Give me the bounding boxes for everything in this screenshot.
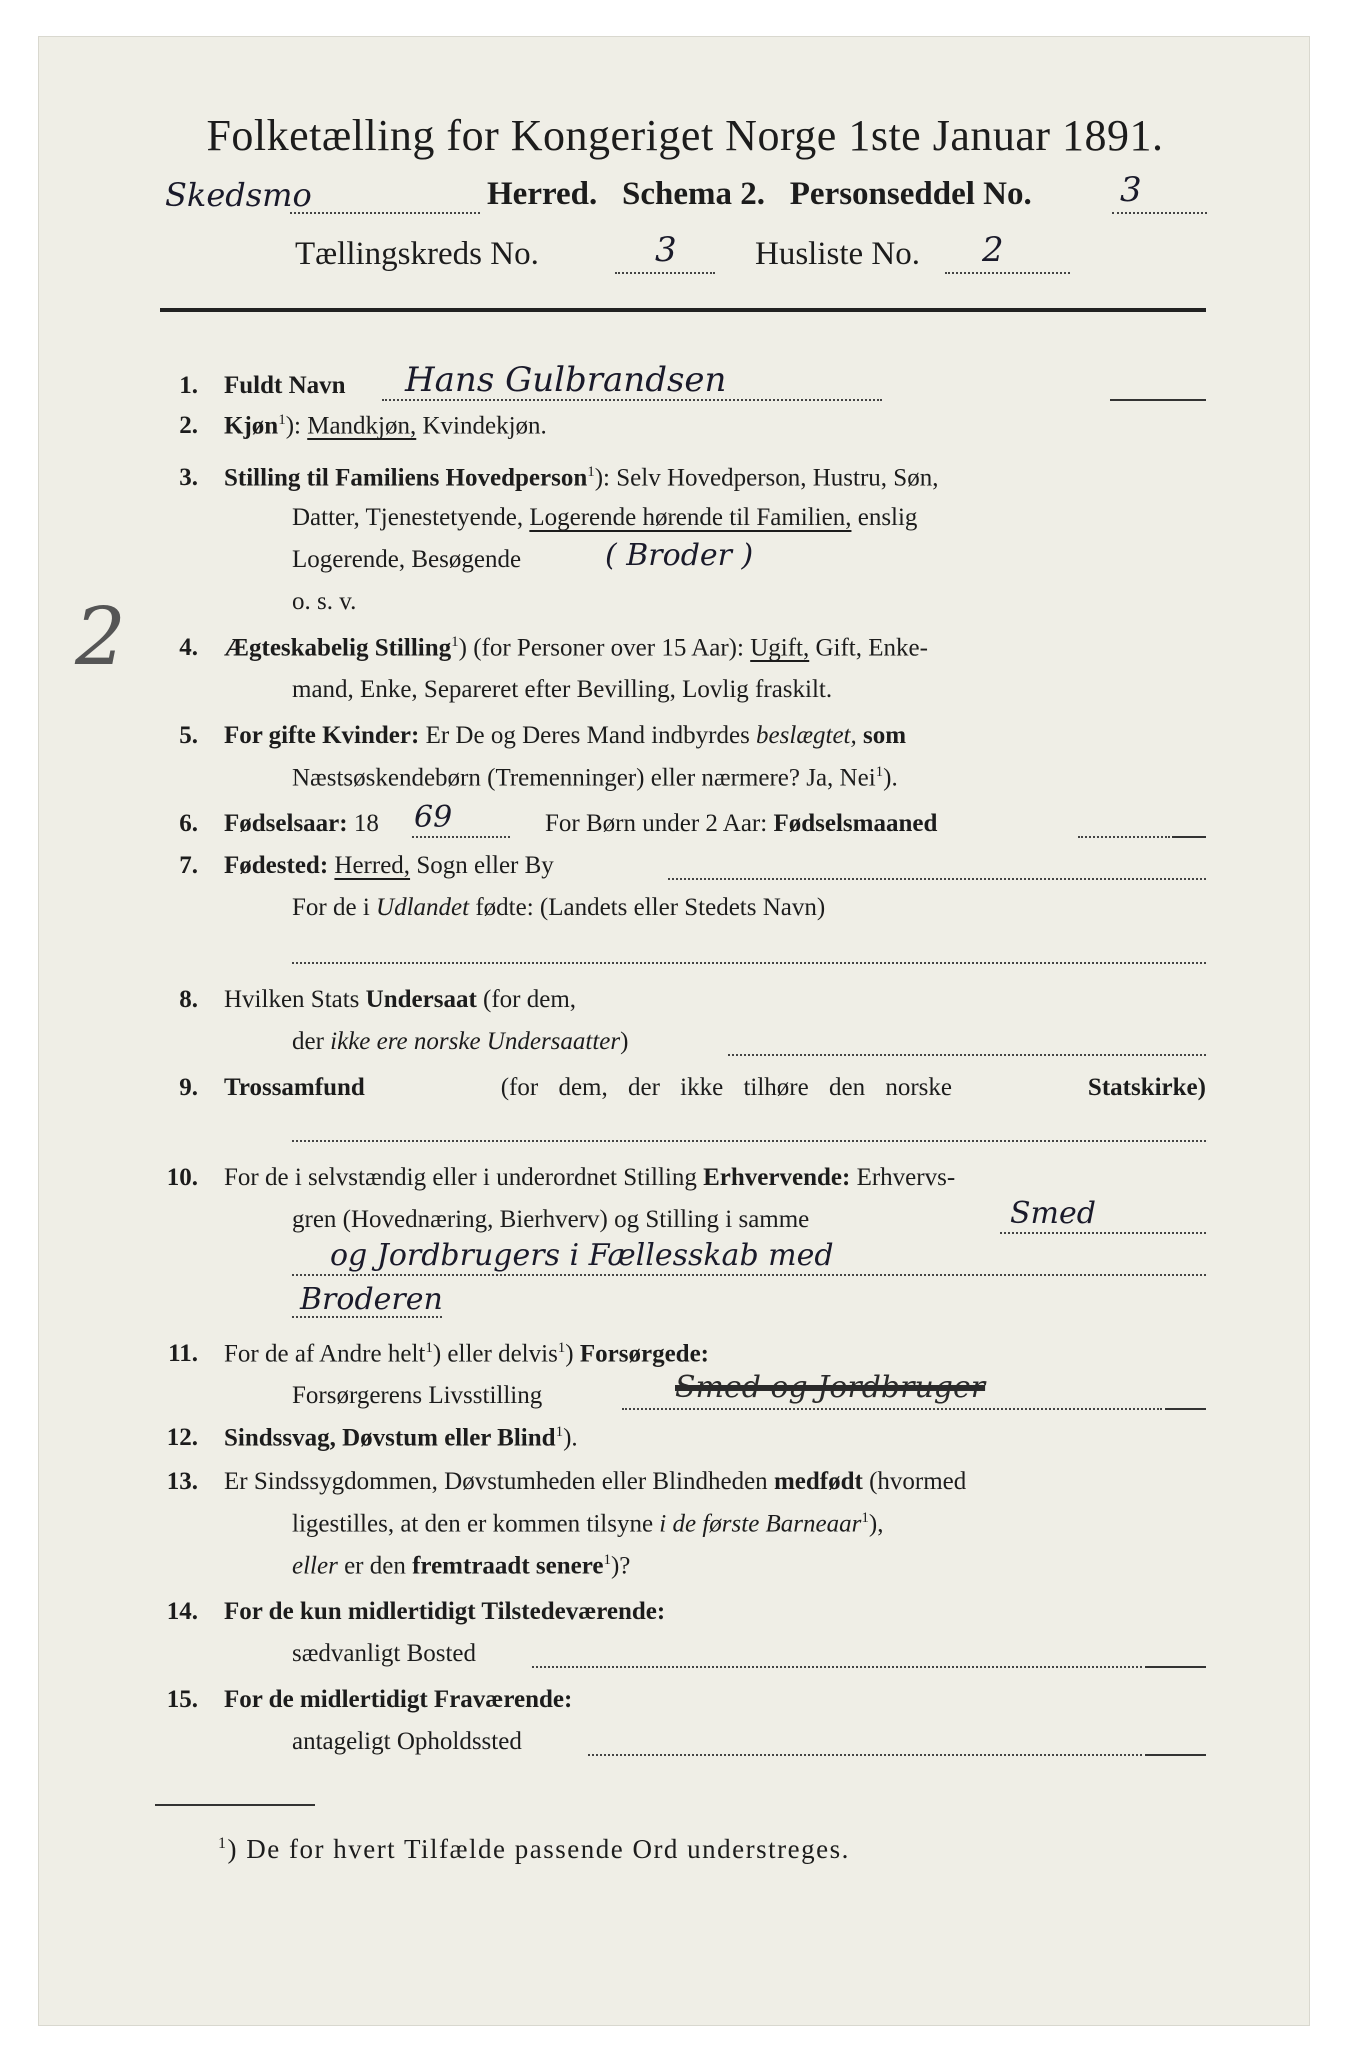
q6-prefix: 18 <box>353 810 379 837</box>
q3-line2-a: Datter, Tjenestetyende, <box>292 504 524 531</box>
q13-line3-a: er den <box>344 1552 406 1580</box>
q4-line1-end: Gift, Enke- <box>815 634 928 662</box>
husliste-label: Husliste No. <box>755 236 920 272</box>
personseddel-number: 3 <box>1120 170 1142 210</box>
q5-line2-end: ). <box>883 764 898 792</box>
q3-line1-rest: ): Selv Hovedperson, Hustru, Søn, <box>594 464 939 492</box>
q6-rest: For Børn under 2 Aar: <box>545 810 768 837</box>
q7-rest: Sogn eller By <box>416 852 554 879</box>
q11-line1-a: For de af Andre helt <box>224 1340 426 1368</box>
q9-number: 9. <box>179 1074 198 1101</box>
kreds-number: 3 <box>655 230 677 270</box>
margin-mark: 2 <box>75 590 126 683</box>
footnote-marker: 1 <box>218 1835 228 1852</box>
q5-label: For gifte Kvinder: <box>224 722 420 749</box>
q14-endline <box>1145 1666 1206 1668</box>
schema-label: Schema 2. <box>622 176 766 212</box>
husliste-number: 2 <box>982 230 1004 270</box>
q4-selected: Ugift, <box>750 634 810 662</box>
q5-italic: beslægtet, <box>756 722 857 749</box>
q15-line2: antageligt Opholdssted <box>292 1728 522 1755</box>
q8-line2-a: der <box>292 1028 324 1055</box>
personseddel-label: Personseddel No. <box>789 176 1032 212</box>
q6-number: 6. <box>179 810 198 837</box>
q3-line3: Logerende, Besøgende <box>292 546 522 573</box>
q10-line4-dots <box>292 1316 442 1318</box>
q6-rest-bold: Fødselsmaaned <box>773 810 938 837</box>
q7-line2-b: fødte: (Landets eller Stedets Navn) <box>475 894 826 921</box>
q3-line4: o. s. v. <box>292 588 357 615</box>
q11-endline <box>1165 1408 1206 1410</box>
q1-label: Fuldt Navn <box>224 372 346 399</box>
q10-line4-hw: Broderen <box>300 1282 443 1317</box>
q7-line2-a: For de i <box>292 894 370 921</box>
form-title: Folketælling for Kongeriget Norge 1ste Januar 1891. <box>206 111 1164 160</box>
q9-end: Statskirke) <box>1087 1074 1206 1101</box>
header-rule <box>160 308 1206 312</box>
q10-line1-bold: Erhvervende: <box>703 1164 851 1191</box>
footnote-text: ) De for hvert Tilfælde passende Ord understreges. <box>227 1834 850 1864</box>
q13-line3-end: )? <box>610 1552 631 1580</box>
q4-line2: mand, Enke, Separeret efter Bevilling, Lovlig fraskilt. <box>292 676 833 703</box>
q3-handwritten: ( Broder ) <box>605 538 754 573</box>
q12-end: ). <box>563 1424 578 1452</box>
q4-number: 4. <box>179 634 198 661</box>
q4-label: Ægteskabelig Stilling <box>224 634 452 662</box>
q15-line1: For de midlertidigt Fraværende: <box>224 1686 573 1713</box>
q14-number: 14. <box>166 1598 198 1625</box>
kreds-dots <box>615 272 715 274</box>
q6-year-dots <box>412 836 510 838</box>
kreds-label: Tællingskreds No. <box>295 236 539 272</box>
q1-number: 1. <box>179 372 198 399</box>
q9-dots <box>292 1140 1206 1142</box>
husliste-dots <box>945 272 1070 274</box>
q15-number: 15. <box>166 1686 198 1713</box>
q8-number: 8. <box>179 986 198 1013</box>
q7-dots <box>668 878 1206 880</box>
q14-line2: sædvanligt Bosted <box>292 1640 477 1667</box>
q12-label: Sindssvag, Døvstum eller Blind <box>224 1424 556 1452</box>
q11-line1-bold: Forsørgede: <box>579 1340 709 1368</box>
q13-line1-a: Er Sindssygdommen, Døvstumheden eller Blindheden <box>224 1468 768 1495</box>
q10-line1-end: Erhvervs- <box>856 1164 956 1191</box>
q10-line1-a: For de i selvstændig eller i underordnet Stilling <box>224 1164 697 1191</box>
q10-occupation: Smed <box>1010 1196 1096 1231</box>
q8-line1-bold: Undersaat <box>365 986 477 1013</box>
q5-line1-rest: Er De og Deres Mand indbyrdes <box>425 722 750 749</box>
herred-handwritten: Skedsmo <box>165 176 312 214</box>
q13-line1-bold: medfødt <box>773 1468 863 1495</box>
q10-line3-dots <box>292 1274 1206 1276</box>
q7-selected: Herred, <box>334 852 411 879</box>
q3-number: 3. <box>179 464 198 491</box>
q13-line2-end: ), <box>868 1510 884 1538</box>
q6-endline <box>1172 836 1206 838</box>
q13-line3-bold: fremtraadt senere <box>412 1552 604 1580</box>
footnote-rule <box>155 1804 315 1806</box>
q10-line2-dots <box>1000 1232 1206 1234</box>
herred-dots <box>290 212 480 214</box>
q11-line2: Forsørgerens Livsstilling <box>292 1382 543 1409</box>
q3-label: Stilling til Familiens Hovedperson <box>224 464 588 492</box>
q2-selected: Mandkjøn, <box>307 412 417 440</box>
q5-number: 5. <box>179 722 198 749</box>
q14-dots <box>532 1666 1142 1668</box>
herred-line <box>165 176 312 215</box>
q4-line1-rest: ) (for Personer over 15 Aar): <box>458 634 744 662</box>
q1-answer: Hans Gulbrandsen <box>405 360 727 400</box>
q8-line2-italic: ikke ere norske Undersaatter <box>330 1028 621 1055</box>
q8-dots <box>728 1054 1206 1056</box>
q7-line2-italic: Udlandet <box>376 894 470 921</box>
q8-line1-a: Hvilken Stats <box>224 986 360 1013</box>
personseddel-dots <box>1112 212 1207 214</box>
q5-line2: Næstsøskendebørn (Tremenninger) eller nærmere? Ja, Nei <box>292 764 876 792</box>
q7-label: Fødested: <box>224 852 329 879</box>
q9-label: Trossamfund <box>224 1074 365 1101</box>
q2-footnote-ref: 1 <box>278 412 286 428</box>
q14-line1: For de kun midlertidigt Tilstedeværende: <box>224 1598 666 1625</box>
q1-endline <box>1110 399 1206 401</box>
q13-line3-italic: eller <box>292 1552 338 1580</box>
q2-number: 2. <box>179 412 198 439</box>
q15-dots <box>588 1754 1142 1756</box>
q3-selected: Logerende hørende til Familien, <box>529 504 852 531</box>
q11-provider-occupation: Smed og Jordbruger <box>675 1370 986 1405</box>
q3-line2-b: enslig <box>857 504 918 531</box>
q2-rest: Kvindekjøn. <box>422 412 547 440</box>
q13-number: 13. <box>166 1468 198 1495</box>
q6-year: 69 <box>414 800 453 835</box>
q10-number: 10. <box>166 1164 198 1191</box>
q7-answer-dots <box>292 962 1206 964</box>
q2-label: Kjøn <box>224 412 279 440</box>
q11-line1-b: ) eller delvis <box>432 1340 558 1368</box>
q1-dots <box>382 399 882 401</box>
q12-number: 12. <box>166 1424 198 1451</box>
q13-line2-a: ligestilles, at den er kommen tilsyne <box>292 1510 654 1538</box>
q15-endline <box>1145 1754 1206 1756</box>
census-form-sheet <box>38 36 1310 2026</box>
q8-line1-b: (for dem, <box>483 986 577 1013</box>
q11-number: 11. <box>168 1340 198 1367</box>
q6-dots <box>1078 836 1170 838</box>
q13-line1-end: (hvormed <box>869 1468 967 1495</box>
q9-rest: (for dem, der ikke tilhøre den norske <box>500 1074 952 1101</box>
q7-number: 7. <box>179 852 198 879</box>
q13-line2-italic: i de første Barneaar <box>659 1510 862 1538</box>
herred-label: Herred. <box>487 176 598 212</box>
q5-line1-end: som <box>862 722 907 749</box>
q10-line2: gren (Hovednæring, Bierhverv) og Stilling i samme <box>292 1206 810 1233</box>
q6-label: Fødselsaar: <box>224 810 348 837</box>
q10-line3-hw: og Jordbrugers i Fællesskab med <box>330 1238 834 1273</box>
q11-dots <box>622 1408 1162 1410</box>
